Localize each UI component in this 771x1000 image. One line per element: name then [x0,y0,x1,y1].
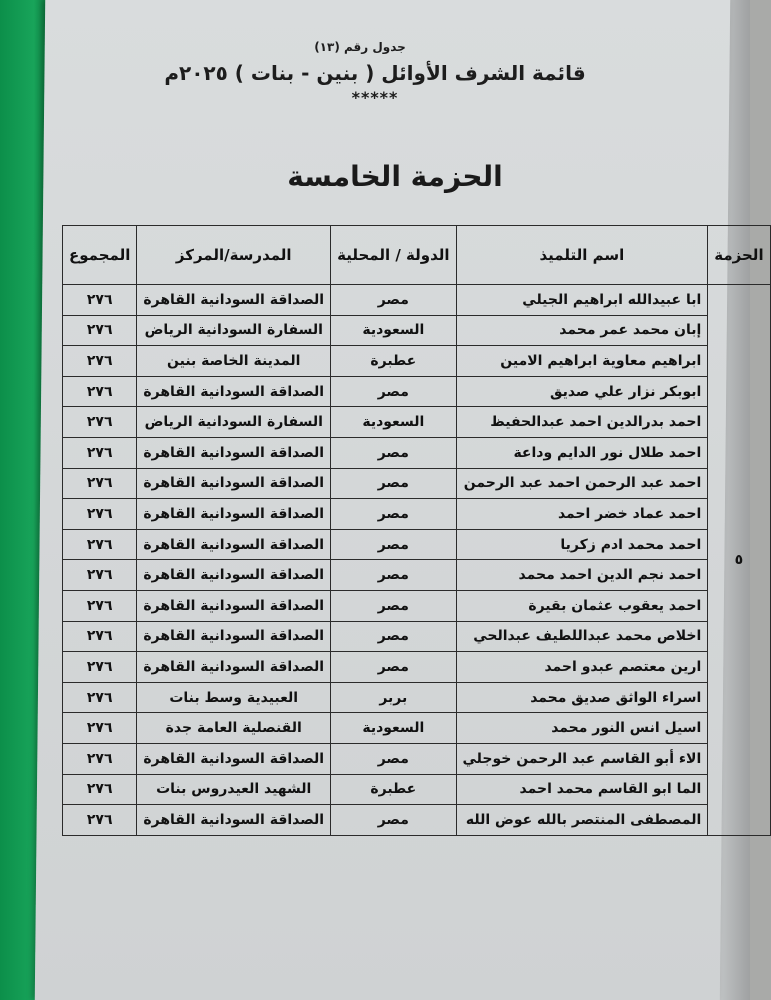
country-cell: مصر [331,621,456,652]
country-cell: مصر [331,590,456,621]
table-row [63,560,771,591]
school-cell: القنصلية العامة جدة [137,713,331,744]
school-cell: الشهيد العيدروس بنات [137,774,331,805]
student-name: ابراهيم معاوية ابراهيم الامين [456,346,708,377]
country-cell: مصر [331,499,456,530]
table-row [63,713,771,744]
country-cell: مصر [331,437,456,468]
school-cell: الصداقة السودانية القاهرة [137,590,331,621]
total-cell: ٢٧٦ [63,437,137,468]
total-cell: ٢٧٦ [63,499,137,530]
country-cell: عطبرة [331,346,456,377]
school-cell: الصداقة السودانية القاهرة [137,499,331,530]
table-row [63,346,771,377]
table-row [63,774,771,805]
student-name: إبان محمد عمر محمد [456,315,708,346]
country-cell: مصر [331,560,456,591]
stars-divider: ***** [351,88,399,107]
table-row [63,437,771,468]
total-cell: ٢٧٦ [63,468,137,499]
honor-list-title: قائمة الشرف الأوائل ( بنين - بنات ) ٢٠٢٥م [164,61,586,85]
student-name: ابا عبيدالله ابراهيم الجيلي [456,285,708,316]
student-name: احمد محمد ادم زكريا [456,529,708,560]
total-cell: ٢٧٦ [63,652,137,683]
total-cell: ٢٧٦ [63,346,137,377]
country-cell: مصر [331,805,456,836]
student-name: احمد نجم الدين احمد محمد [456,560,708,591]
student-name: ارين معتصم عبدو احمد [456,652,708,683]
honor-roll-table [62,225,771,836]
student-name: المصطفى المنتصر بالله عوض الله [456,805,708,836]
country-cell: مصر [331,468,456,499]
total-cell: ٢٧٦ [63,376,137,407]
table-row [63,407,771,438]
country-cell: السعودية [331,315,456,346]
total-cell: ٢٧٦ [63,621,137,652]
school-cell: الصداقة السودانية القاهرة [137,437,331,468]
student-name: اسيل انس النور محمد [456,713,708,744]
school-cell: الصداقة السودانية القاهرة [137,529,331,560]
school-cell: العبيدية وسط بنات [137,682,331,713]
school-cell: المدينة الخاصة بنين [137,346,331,377]
table-row [63,468,771,499]
student-name: احمد عماد خضر احمد [456,499,708,530]
table-row [63,743,771,774]
country-cell: مصر [331,285,456,316]
table-row [63,621,771,652]
table-body [63,285,771,836]
header-total: المجموع [63,226,137,285]
document-header [140,40,610,107]
school-cell: السفارة السودانية الرياض [137,407,331,438]
total-cell: ٢٧٦ [63,774,137,805]
group-number: ٥ [708,285,770,836]
school-cell: الصداقة السودانية القاهرة [137,621,331,652]
country-cell: بربر [331,682,456,713]
total-cell: ٢٧٦ [63,805,137,836]
student-name: احمد طلال نور الدايم وداعة [456,437,708,468]
table-row [63,805,771,836]
table-row [63,285,771,316]
country-cell: السعودية [331,407,456,438]
country-cell: السعودية [331,713,456,744]
table-row [63,682,771,713]
table-row [63,590,771,621]
section-title: الحزمة الخامسة [287,160,503,193]
table-header-row [63,226,771,285]
total-cell: ٢٧٦ [63,315,137,346]
header-school: المدرسة/المركز [137,226,331,285]
student-name: احمد يعقوب عثمان بقيرة [456,590,708,621]
student-name: احمد بدرالدين احمد عبدالحفيظ [456,407,708,438]
total-cell: ٢٧٦ [63,285,137,316]
header-name: اسم التلميذ [456,226,708,285]
table-row [63,529,771,560]
total-cell: ٢٧٦ [63,407,137,438]
school-cell: الصداقة السودانية القاهرة [137,376,331,407]
student-name: اخلاص محمد عبداللطيف عبدالحي [456,621,708,652]
table-number: جدول رقم (١٣) [314,40,406,54]
school-cell: الصداقة السودانية القاهرة [137,285,331,316]
student-name: الاء أبو القاسم عبد الرحمن خوجلي [456,743,708,774]
student-name: الما ابو القاسم محمد احمد [456,774,708,805]
country-cell: مصر [331,529,456,560]
total-cell: ٢٧٦ [63,590,137,621]
student-name: ابوبكر نزار علي صديق [456,376,708,407]
table-row [63,315,771,346]
total-cell: ٢٧٦ [63,713,137,744]
total-cell: ٢٧٦ [63,682,137,713]
school-cell: الصداقة السودانية القاهرة [137,805,331,836]
country-cell: عطبرة [331,774,456,805]
total-cell: ٢٧٦ [63,743,137,774]
total-cell: ٢٧٦ [63,529,137,560]
country-cell: مصر [331,376,456,407]
school-cell: الصداقة السودانية القاهرة [137,560,331,591]
table-row [63,499,771,530]
school-cell: الصداقة السودانية القاهرة [137,743,331,774]
header-country: الدولة / المحلية [331,226,456,285]
table-row [63,652,771,683]
student-name: اسراء الواثق صديق محمد [456,682,708,713]
table-row [63,376,771,407]
total-cell: ٢٧٦ [63,560,137,591]
header-group: الحزمة [708,226,770,285]
country-cell: مصر [331,743,456,774]
school-cell: السفارة السودانية الرياض [137,315,331,346]
student-name: احمد عبد الرحمن احمد عبد الرحمن [456,468,708,499]
school-cell: الصداقة السودانية القاهرة [137,652,331,683]
country-cell: مصر [331,652,456,683]
school-cell: الصداقة السودانية القاهرة [137,468,331,499]
